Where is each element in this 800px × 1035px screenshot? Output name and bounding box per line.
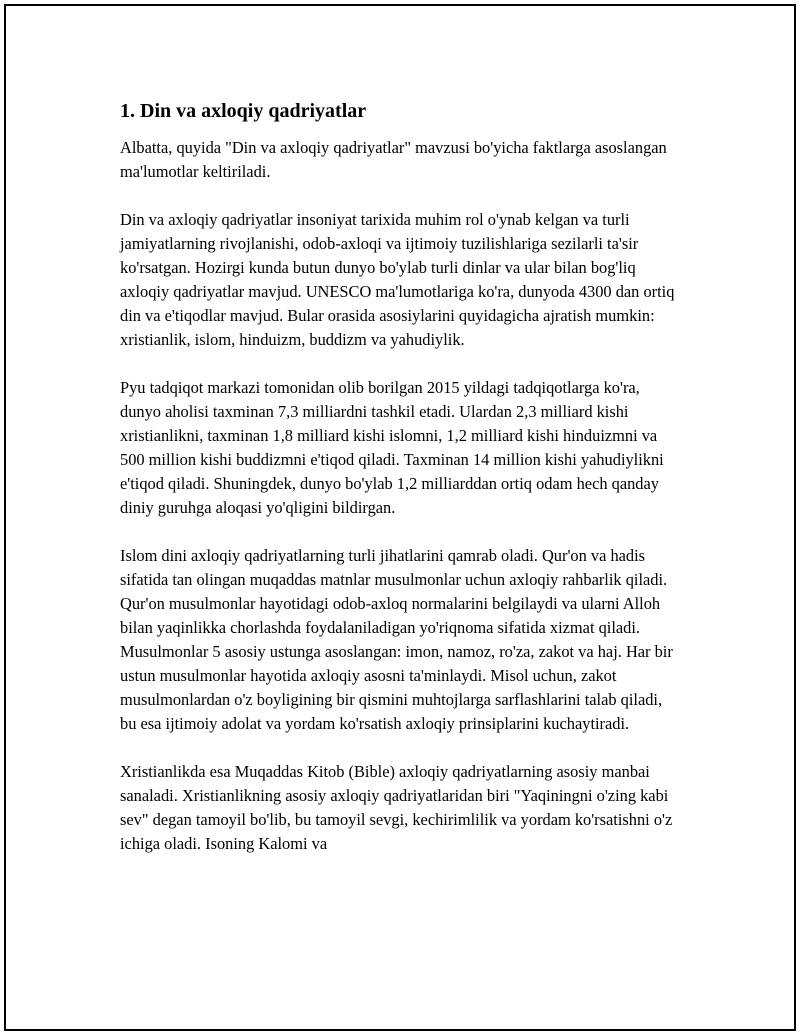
section-heading: 1. Din va axloqiy qadriyatlar <box>120 100 367 122</box>
paragraph-islam-values: Islom dini axloqiy qadriyatlarning turli jihatlarini qamrab oladi. Qur'on va hadis sifatida tan olingan muqaddas matnlar musulmonlar uchun axloqiy rahbarlik qiladi. Qur'on musulmonlar hayotidagi odob-axloq normalarini belgilaydi va ularni Alloh bilan yaqinlikka chorlashda foydalaniladigan yo'riqnoma sifatida xizmat qiladi. Musulmonlar 5 asosiy ustunga asoslangan: imon, namoz, ro'za, zakot va haj. Har bir ustun musulmonlar hayotida axloqiy asosni ta'minlaydi. Misol uchun, zakot musulmonlardan o'z boyligining bir qismini muhtojlarga sarflashlarini talab qiladi, bu esa ijtimoiy adolat va yordam ko'rsatish axloqiy prinsiplarini kuchaytiradi. <box>120 546 673 733</box>
document-body <box>120 98 680 880</box>
paragraph-christianity-values: Xristianlikda esa Muqaddas Kitob (Bible) axloqiy qadriyatlarning asosiy manbai sanaladi. Xristianlikning asosiy axloqiy qadriyatlaridan biri "Yaqiningni o'zing kabi sev" degan tamoyil bo'lib, bu tamoyil sevgi, kechirimlilik va yordam ko'rsatishni o'z ichiga oladi. Isoning Kalomi va <box>120 762 673 853</box>
paragraph-religion-overview: Din va axloqiy qadriyatlar insoniyat tarixida muhim rol o'ynab kelgan va turli jamiyatlarning rivojlanishi, odob-axloqi va ijtimoiy tuzilishlariga sezilarli ta'sir ko'rsatgan. Hozirgi kunda butun dunyo bo'ylab turli dinlar va ular bilan bog'liq axloqiy qadriyatlar mavjud. UNESCO ma'lumotlariga ko'ra, dunyoda 4300 dan ortiq din va e'tiqodlar mavjud. Bular orasida asosiylarini quyidagicha ajratish mumkin: xristianlik, islom, hinduizm, buddizm va yahudiylik. <box>120 210 675 349</box>
page-frame <box>4 4 796 1031</box>
paragraph-pew-statistics: Pyu tadqiqot markazi tomonidan olib borilgan 2015 yildagi tadqiqotlarga ko'ra, dunyo aholisi taxminan 7,3 milliardni tashkil etadi. Ulardan 2,3 milliard kishi xristianlikni, taxminan 1,8 milliard kishi islomni, 1,2 milliard kishi hinduizmni va 500 million kishi buddizmni e'tiqod qiladi. Taxminan 14 million kishi yahudiylikni e'tiqod qiladi. Shuningdek, dunyo bo'ylab 1,2 milliarddan ortiq odam hech qanday diniy guruhga aloqasi yo'qligini bildirgan. <box>120 378 664 517</box>
paragraph-intro: Albatta, quyida "Din va axloqiy qadriyatlar" mavzusi bo'yicha faktlarga asoslangan ma'lumotlar keltiriladi. <box>120 138 667 181</box>
